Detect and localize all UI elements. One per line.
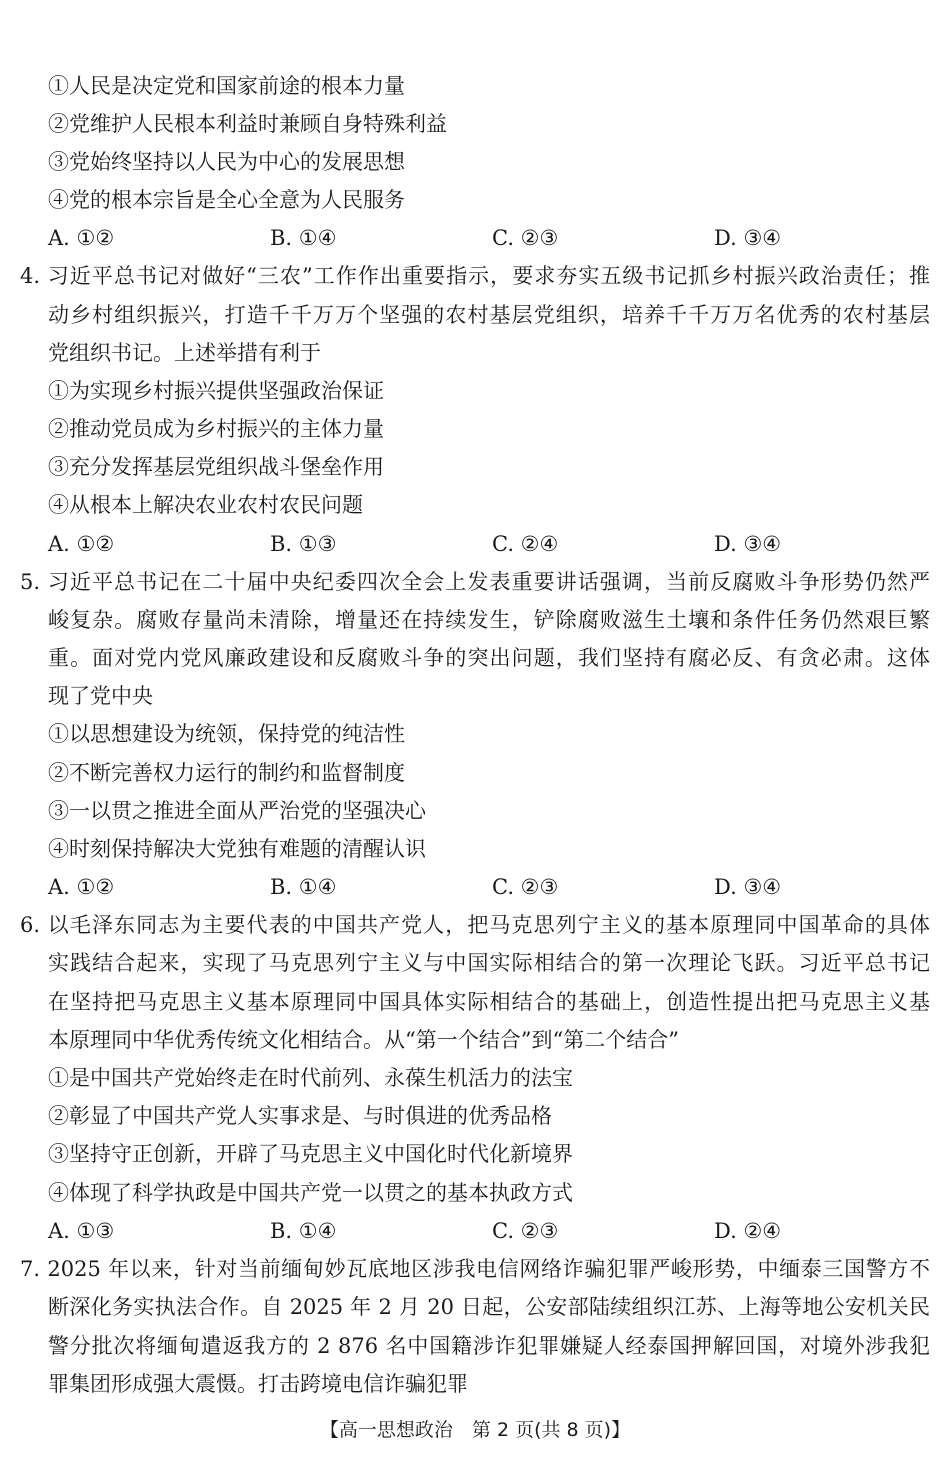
option-d: D. ②④ xyxy=(714,1219,782,1243)
q3-statement: ②党维护人民根本利益时兼顾自身特殊利益 xyxy=(48,112,447,136)
q5-options xyxy=(48,874,908,900)
q6-stem-line: 6. 以毛泽东同志为主要代表的中国共产党人，把马克思列宁主义的基本原理同中国革命的具体 xyxy=(20,913,930,937)
q5-statement: ④时刻保持解决大党独有难题的清醒认识 xyxy=(48,837,426,861)
q6-statement: ④体现了科学执政是中国共产党一以贯之的基本执政方式 xyxy=(48,1181,573,1205)
option-b: B. ①③ xyxy=(270,532,337,556)
q5-stem-line: 现了党中央 xyxy=(48,684,153,708)
q3-statement: ③党始终坚持以人民为中心的发展思想 xyxy=(48,150,405,174)
q6-stem-line: 在坚持把马克思主义基本原理同中国具体实际相结合的基础上，创造性提出把马克思主义基 xyxy=(48,990,930,1014)
option-b: B. ①④ xyxy=(270,875,337,899)
q3-options xyxy=(48,225,908,251)
option-b: B. ①④ xyxy=(270,226,337,250)
q4-stem-line: 4. 习近平总书记对做好“三农”工作作出重要指示，要求夯实五级书记抓乡村振兴政治责任；推 xyxy=(20,264,930,288)
q5-stem-line: 5. 习近平总书记在二十届中央纪委四次全会上发表重要讲话强调，当前反腐败斗争形势仍然严 xyxy=(20,570,930,594)
option-d: D. ③④ xyxy=(714,875,782,899)
q6-options xyxy=(48,1218,908,1244)
q3-statement: ④党的根本宗旨是全心全意为人民服务 xyxy=(48,188,405,212)
q6-statement: ②彰显了中国共产党人实事求是、与时俱进的优秀品格 xyxy=(48,1104,552,1128)
q6-stem-line: 本原理同中华优秀传统文化相结合。从“第一个结合”到“第二个结合” xyxy=(48,1028,679,1052)
option-c: C. ②③ xyxy=(492,226,559,250)
q4-statement: ③充分发挥基层党组织战斗堡垒作用 xyxy=(48,455,384,479)
q7-stem-line: 警分批次将缅甸遣返我方的 2 876 名中国籍涉诈犯罪嫌疑人经泰国押解回国，对境外涉我犯 xyxy=(48,1334,930,1358)
option-a: A. ①② xyxy=(48,875,115,899)
q3-statement: ①人民是决定党和国家前途的根本力量 xyxy=(48,74,405,98)
q6-statement: ③坚持守正创新，开辟了马克思主义中国化时代化新境界 xyxy=(48,1142,573,1166)
q6-statement: ①是中国共产党始终走在时代前列、永葆生机活力的法宝 xyxy=(48,1066,573,1090)
q7-stem-line: 7. 2025 年以来，针对当前缅甸妙瓦底地区涉我电信网络诈骗犯罪严峻形势，中缅泰三国警方不 xyxy=(20,1257,930,1281)
option-a: A. ①③ xyxy=(48,1219,115,1243)
q5-stem-line: 重。面对党内党风廉政建设和反腐败斗争的突出问题，我们坚持有腐必反、有贪必肃。这体 xyxy=(48,646,930,670)
option-a: A. ①② xyxy=(48,532,115,556)
q5-statement: ②不断完善权力运行的制约和监督制度 xyxy=(48,761,405,785)
q4-options xyxy=(48,531,908,557)
q4-stem-line: 动乡村组织振兴，打造千千万万个坚强的农村基层党组织，培养千千万万名优秀的农村基层 xyxy=(48,303,930,327)
option-c: C. ②③ xyxy=(492,1219,559,1243)
option-a: A. ①② xyxy=(48,226,115,250)
q6-stem-line: 实践结合起来，实现了马克思列宁主义与中国实际相结合的第一次理论飞跃。习近平总书记 xyxy=(48,951,930,975)
option-d: D. ③④ xyxy=(714,226,782,250)
page-footer: 【高一思想政治 第 2 页(共 8 页)】 xyxy=(319,1419,631,1441)
option-b: B. ①④ xyxy=(270,1219,337,1243)
option-c: C. ②③ xyxy=(492,875,559,899)
option-d: D. ③④ xyxy=(714,532,782,556)
q4-stem-line: 党组织书记。上述举措有利于 xyxy=(48,341,321,365)
q7-stem-line: 罪集团形成强大震慑。打击跨境电信诈骗犯罪 xyxy=(48,1372,468,1396)
q5-stem-line: 峻复杂。腐败存量尚未清除，增量还在持续发生，铲除腐败滋生土壤和条件任务仍然艰巨繁 xyxy=(48,608,930,632)
q4-statement: ①为实现乡村振兴提供坚强政治保证 xyxy=(48,379,384,403)
q4-statement: ④从根本上解决农业农村农民问题 xyxy=(48,493,363,517)
q4-statement: ②推动党员成为乡村振兴的主体力量 xyxy=(48,417,384,441)
q7-stem-line: 断深化务实执法合作。自 2025 年 2 月 20 日起，公安部陆续组织江苏、上海等地公安机关民 xyxy=(48,1295,930,1319)
option-c: C. ②④ xyxy=(492,532,559,556)
q5-statement: ①以思想建设为统领，保持党的纯洁性 xyxy=(48,722,405,746)
q5-statement: ③一以贯之推进全面从严治党的坚强决心 xyxy=(48,799,426,823)
